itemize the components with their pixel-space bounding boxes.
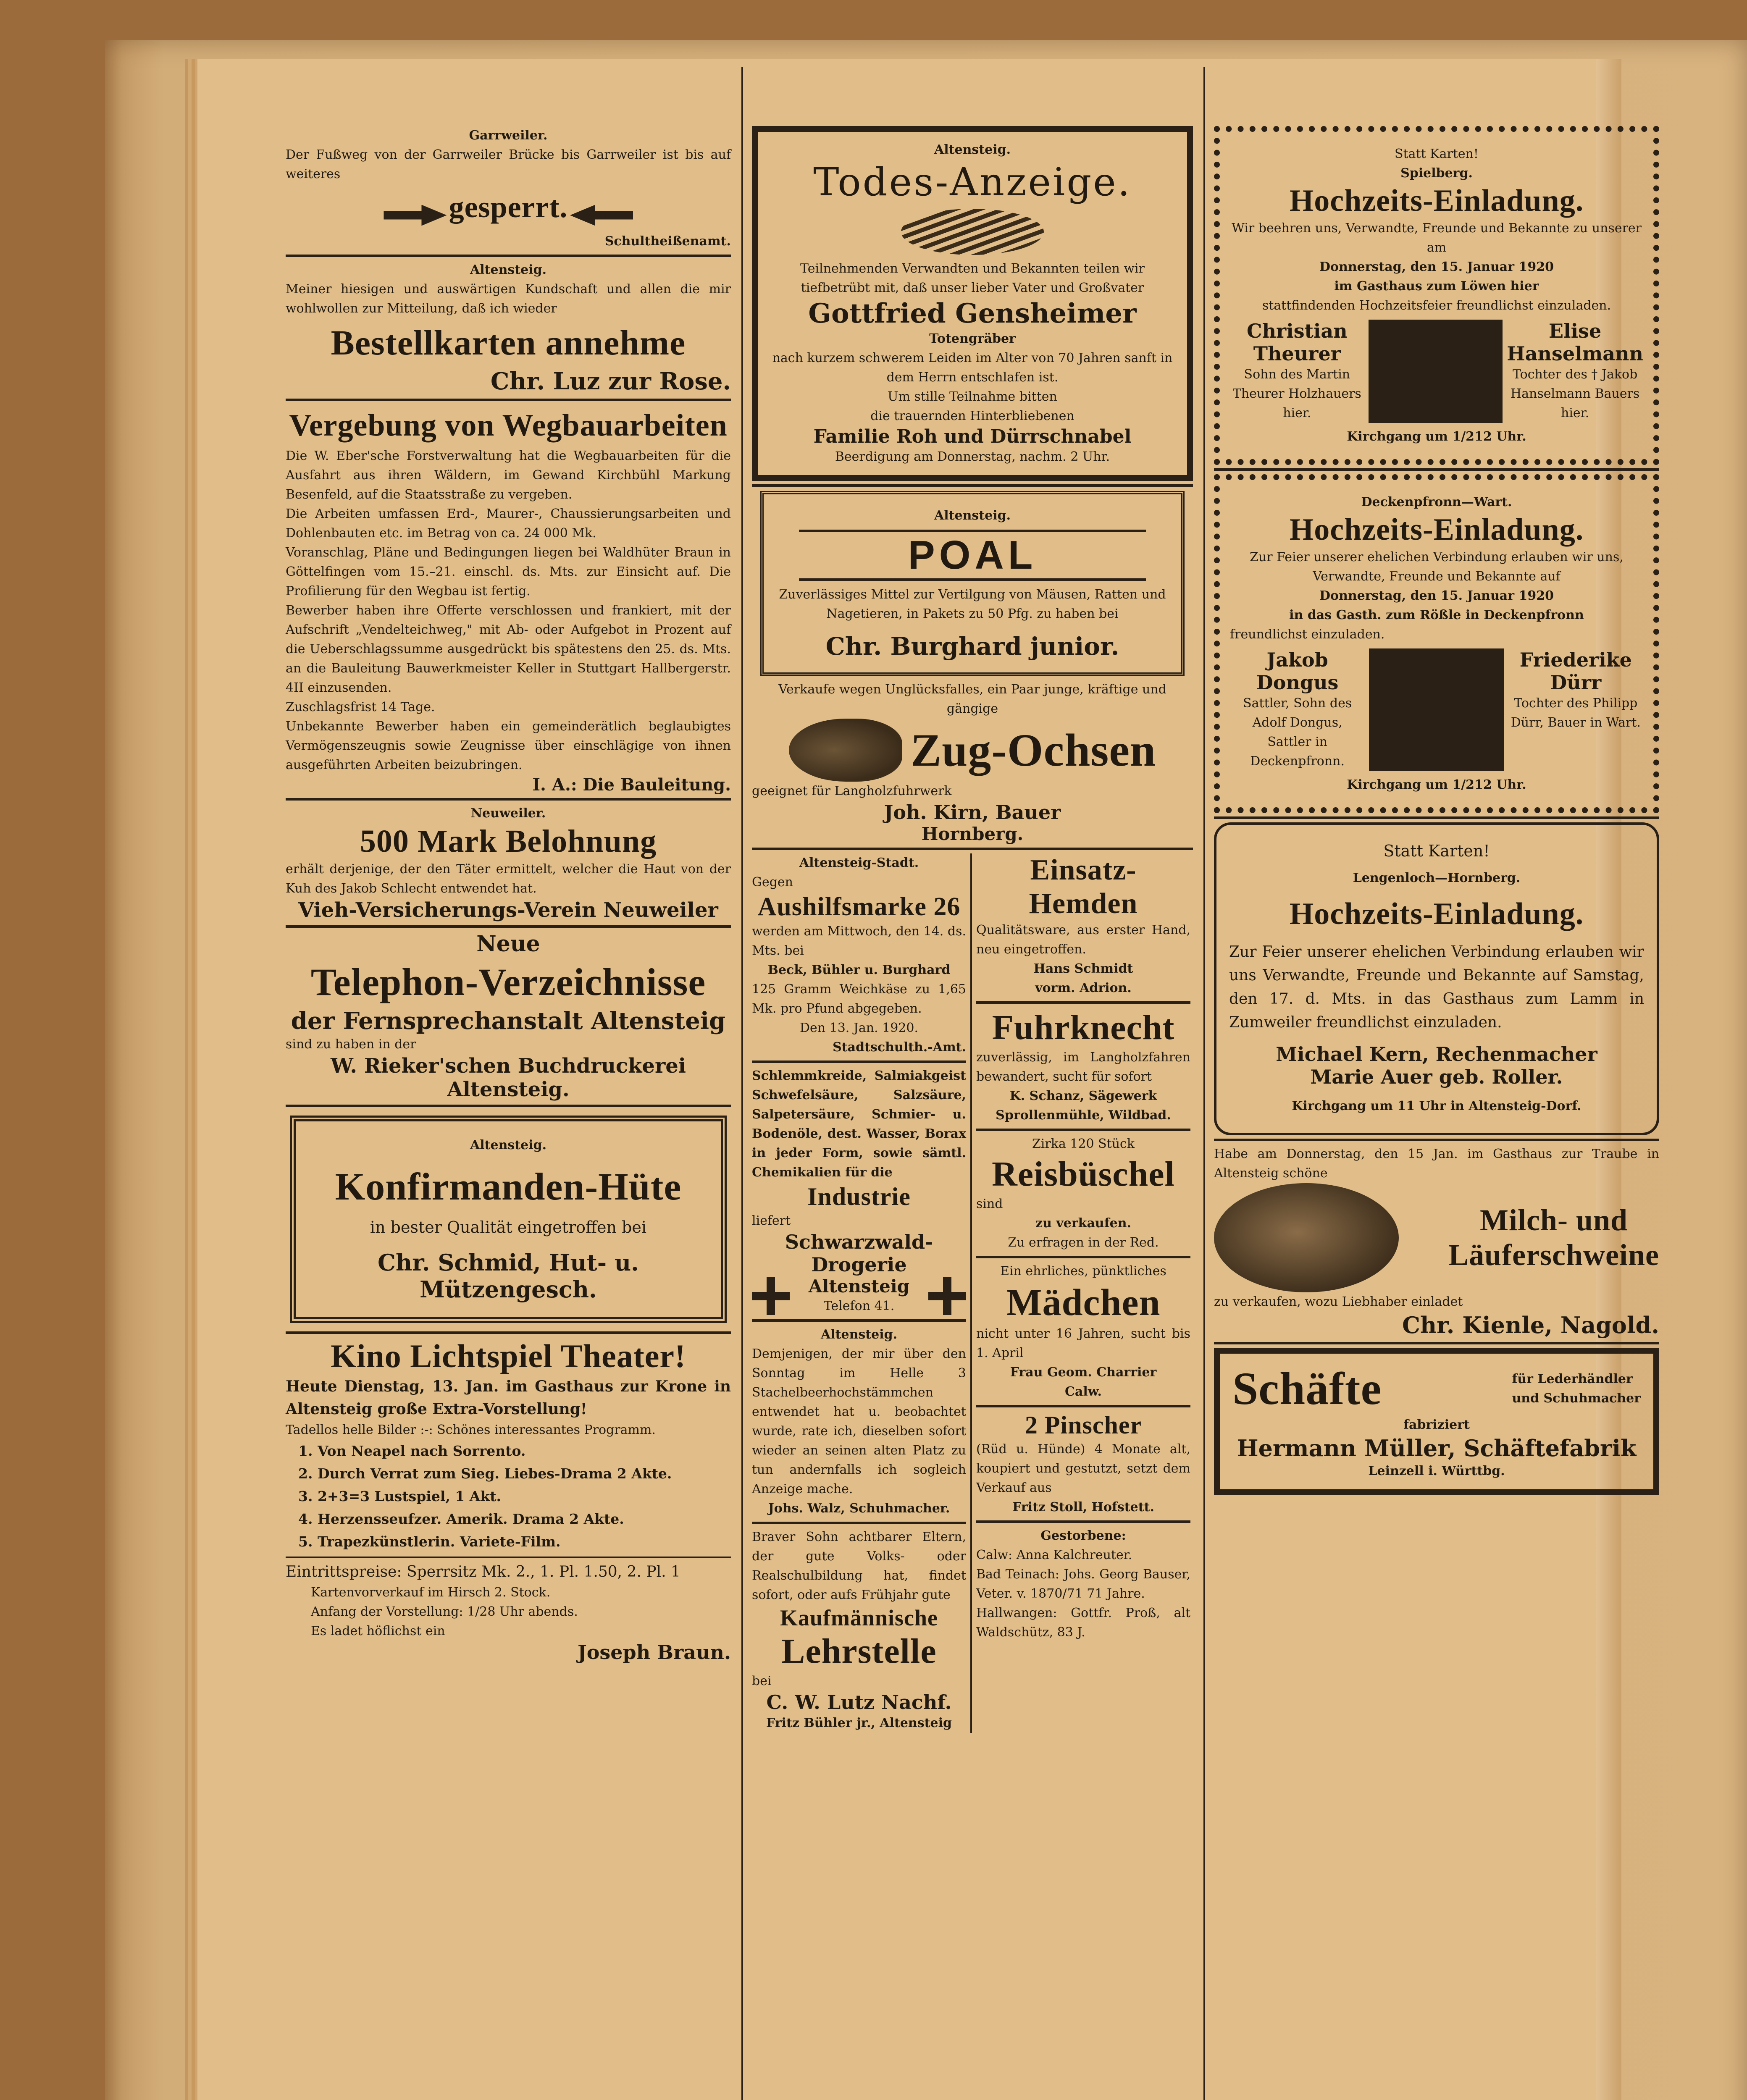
ad-signature: Leinzell i. Württbg. bbox=[1368, 1464, 1505, 1478]
red-cross-icon bbox=[928, 1277, 966, 1315]
ad-text: Wir beehren uns, Verwandte, Freunde und Bekannte zu unserer am bbox=[1231, 221, 1642, 255]
ad-signature: W. Rieker'schen Buchdruckerei Altensteig. bbox=[330, 1054, 686, 1101]
ad-fuhrknecht bbox=[976, 1007, 1190, 1125]
ad-text: Zur Feier unserer ehelichen Verbindung erlauben wir uns, Verwandte, Freunde und Bekannte auf bbox=[1250, 550, 1624, 584]
ad-headline: Hochzeits-Einladung. bbox=[1289, 512, 1584, 547]
ad-hochzeit-deckenpfronn bbox=[1214, 474, 1659, 813]
ad-text: Anfang der Vorstellung: 1/28 Uhr abends. bbox=[311, 1604, 578, 1619]
ad-place: Deckenpfronn—Wart. bbox=[1361, 495, 1512, 509]
pointing-hand-icon bbox=[384, 205, 447, 226]
ad-text: Kartenvorverkauf im Hirsch 2. Stock. bbox=[311, 1585, 551, 1600]
groom-name: Michael Kern, Rechenmacher bbox=[1276, 1043, 1597, 1066]
column-2 bbox=[752, 126, 1193, 1733]
ad-headline: Lehrstelle bbox=[781, 1632, 937, 1671]
ad-garrweiler bbox=[286, 126, 731, 251]
ad-headline: Hochzeits-Einladung. bbox=[1289, 184, 1584, 218]
ad-text: für Lederhändler bbox=[1512, 1371, 1633, 1386]
ad-text: Den 13. Jan. 1920. bbox=[799, 1021, 919, 1035]
ad-headline: Fuhrknecht bbox=[992, 1008, 1175, 1047]
ad-signature: Joh. Kirn, Bauer bbox=[884, 801, 1061, 824]
ad-headline: Schäfte bbox=[1232, 1363, 1382, 1414]
palm-branches-icon bbox=[901, 209, 1044, 255]
ad-reisbuschel bbox=[976, 1134, 1190, 1252]
ad-text: geeignet für Langholzfuhrwerk bbox=[752, 784, 952, 798]
ad-text: sind bbox=[976, 1197, 1003, 1211]
column-1 bbox=[286, 126, 731, 1664]
ad-signature: Calw. bbox=[1065, 1384, 1102, 1399]
ad-text: Tochter des Philipp Dürr, Bauer in Wart. bbox=[1511, 696, 1641, 730]
ad-kino bbox=[286, 1337, 731, 1664]
ad-headline: Mädchen bbox=[1006, 1282, 1161, 1323]
divider bbox=[286, 1105, 731, 1107]
ad-signature: Chr. Burghard junior. bbox=[825, 632, 1119, 661]
ad-text: freundlichst einzuladen. bbox=[1230, 627, 1385, 642]
ad-signature: Familie Roh und Dürrschnabel bbox=[813, 426, 1132, 447]
ad-signature: Chr. Luz zur Rose. bbox=[490, 367, 731, 395]
ad-place: Neuweiler. bbox=[470, 806, 546, 821]
program-item: 5. Trapezkünstlerin. Variete-Film. bbox=[298, 1533, 561, 1550]
subcolumn-right bbox=[976, 853, 1190, 1733]
ad-text: in das Gasth. zum Rößle in Deckenpfronn bbox=[1289, 608, 1584, 622]
ad-text: und Schuhmacher bbox=[1512, 1391, 1641, 1406]
ad-text: stattfindenden Hochzeitsfeier freundlichst einzuladen. bbox=[1262, 298, 1611, 313]
divider bbox=[976, 1001, 1190, 1004]
ad-headline: Vergebung von Wegbauarbeiten bbox=[289, 408, 728, 443]
ad-text: Kirchgang um 1/212 Uhr. bbox=[1347, 777, 1526, 792]
ad-text: Der Fußweg von der Garrweiler Brücke bis Garrweiler ist bis auf weiteres bbox=[286, 147, 731, 181]
ad-signature: Johs. Walz, Schuhmacher. bbox=[768, 1501, 950, 1516]
ad-place: Lengenloch—Hornberg. bbox=[1353, 871, 1521, 885]
ad-headline: Telephon-Verzeichnisse bbox=[310, 960, 706, 1003]
divider bbox=[1214, 816, 1659, 819]
ad-headline: Reisbüschel bbox=[992, 1155, 1175, 1194]
ad-headline: Konfirmanden-Hüte bbox=[335, 1165, 682, 1208]
ad-text: Donnerstag, den 15. Januar 1920 bbox=[1319, 588, 1554, 603]
ad-text: Heute Dienstag, 13. Jan. im Gasthaus zur Krone in Altensteig große Extra-Vorstellung! bbox=[286, 1377, 731, 1418]
ad-text: Zur Feier unserer ehelichen Verbindung erlauben wir uns Verwandte, Freunde und Bekannte auf Samstag, den 17. d. Mts. in das Gasthaus zum Lamm in Zumweiler freundlichst einzuladen. bbox=[1229, 943, 1644, 1031]
ad-text: werden am Mittwoch, den 14. ds. Mts. bei bbox=[752, 924, 967, 958]
pig-illustration bbox=[1214, 1183, 1399, 1292]
bride-name: Elise Hanselmann bbox=[1507, 320, 1643, 365]
ad-text: nicht unter 16 Jahren, sucht bis 1. April bbox=[976, 1326, 1190, 1360]
program-item: 2. Durch Verrat zum Sieg. Liebes-Drama 2 Akte. bbox=[298, 1465, 672, 1482]
divider bbox=[1214, 468, 1659, 471]
ad-signature: vorm. Adrion. bbox=[1035, 981, 1132, 995]
ad-text: Um stille Teilnahme bitten bbox=[888, 389, 1057, 404]
ad-text: sind zu haben in der bbox=[286, 1037, 416, 1052]
ad-text: (Rüd u. Hünde) 4 Monate alt, koupiert und gestutzt, setzt dem Verkauf aus bbox=[976, 1442, 1190, 1495]
program-item: 3. 2+3=3 Lustspiel, 1 Akt. bbox=[298, 1488, 501, 1504]
ad-signature: Hornberg. bbox=[921, 824, 1024, 844]
ad-place: Altensteig. bbox=[470, 262, 547, 277]
groom-name: Christian Theurer bbox=[1247, 320, 1348, 365]
ad-signature: K. Schanz, Sägewerk bbox=[1009, 1089, 1157, 1103]
divider bbox=[1369, 648, 1504, 771]
ad-zugochsen bbox=[752, 680, 1193, 844]
ad-place: Altensteig. bbox=[820, 1327, 898, 1342]
ad-signature: Altensteig bbox=[808, 1276, 910, 1297]
ad-signature: Stadtschulth.-Amt. bbox=[833, 1040, 966, 1055]
ad-text: Braver Sohn achtbarer Eltern, der gute Volks- oder Realschulbildung hat, findet sofort, oder aufs Frühjahr gute bbox=[752, 1530, 966, 1602]
ad-signature: Frau Geom. Charrier bbox=[1010, 1365, 1157, 1380]
ad-headline: Industrie bbox=[807, 1183, 911, 1210]
subcolumn-rule bbox=[970, 853, 972, 1733]
ad-text: fabriziert bbox=[1403, 1418, 1470, 1432]
ad-aushilfsmarke bbox=[752, 853, 966, 1057]
ad-hochzeit-spielberg bbox=[1214, 126, 1659, 465]
divider bbox=[1369, 320, 1503, 423]
ad-text: Tadellos helle Bilder :-: Schönes interessantes Programm. bbox=[286, 1422, 656, 1437]
ad-headline: Hemden bbox=[1029, 887, 1138, 920]
ad-text: Telefon 41. bbox=[823, 1299, 895, 1313]
ad-hochzeit-lengenloch bbox=[1214, 822, 1659, 1135]
ad-luz bbox=[286, 260, 731, 395]
ad-signature: Chr. Kienle, Nagold. bbox=[1402, 1312, 1659, 1339]
ad-text: Die W. Eber'sche Forstverwaltung hat die Wegbauarbeiten für die Ausfahrt aus ihren Wäldern, im Gewand Kirchbühl Markung Besenfeld, auf die Staatsstraße zu vergeben. bbox=[286, 448, 731, 502]
bride-name: Friederike Dürr bbox=[1519, 648, 1632, 694]
ad-text: zu verkaufen, wozu Liebhaber einladet bbox=[1214, 1294, 1463, 1309]
ad-text: Hallwangen: Gottfr. Proß, alt Waldschütz, 83 J. bbox=[976, 1606, 1190, 1640]
ad-text: Teilnehmenden Verwandten und Bekannten teilen wir tiefbetrübt mit, daß unser lieber Vater und Großvater bbox=[800, 261, 1145, 295]
divider bbox=[752, 1522, 966, 1524]
ad-headline: 500 Mark Belohnung bbox=[360, 823, 657, 859]
ad-text: Die Arbeiten umfassen Erd-, Maurer-, Chaussierungsarbeiten und Dohlenbauten etc. im Betrag von ca. 24 000 Mk. bbox=[286, 506, 731, 541]
ad-schweine bbox=[1214, 1144, 1659, 1339]
ad-signature: Hermann Müller, Schäftefabrik bbox=[1237, 1435, 1637, 1462]
column-rule bbox=[1203, 67, 1205, 2100]
ad-signature: Schwarzwald-Drogerie bbox=[785, 1231, 933, 1276]
ad-stachelbeer bbox=[752, 1325, 966, 1518]
ad-text: zu verkaufen. bbox=[1035, 1216, 1131, 1231]
ad-text: Bad Teinach: Johs. Georg Bauser, Veter. v. 1870/71 71 Jahre. bbox=[976, 1567, 1190, 1601]
ad-text: nach kurzem schwerem Leiden im Alter von 70 Jahren sanft in dem Herrn entschlafen ist. bbox=[772, 351, 1173, 385]
ad-text: Zuverlässiges Mittel zur Vertilgung von Mäusen, Ratten und Nagetieren, in Pakets zu 50 Pfg. zu haben bei bbox=[779, 587, 1166, 621]
ad-text: Statt Karten! bbox=[1395, 147, 1479, 161]
divider bbox=[286, 1557, 731, 1558]
divider bbox=[286, 399, 731, 401]
groom-name: Jakob Dongus bbox=[1256, 648, 1339, 694]
column-3 bbox=[1214, 126, 1659, 1495]
ad-headline: Todes-Anzeige. bbox=[813, 160, 1132, 205]
divider bbox=[752, 1060, 966, 1063]
program-item: 1. Von Neapel nach Sorrento. bbox=[298, 1442, 526, 1459]
ad-text: 125 Gramm Weichkäse zu 1,65 Mk. pro Pfund abgegeben. bbox=[752, 982, 966, 1016]
ad-text: Sohn des Martin Theurer Holzhauers hier. bbox=[1232, 367, 1361, 420]
ad-text: Bewerber haben ihre Offerte verschlossen und frankiert, mit der Aufschrift „Vendelteichweg," mit Ab- oder Aufgebot in Prozent auf die Ueberschlagssumme ausgedrückt bis spätestens den 25. ds. Mts. an die Bauleitung Bauwerkmeister Keller in Stuttgart Hallbergerstr. 4II einzusenden. bbox=[286, 603, 731, 695]
ad-place: Spielberg. bbox=[1400, 166, 1473, 181]
ad-text: Meiner hiesigen und auswärtigen Kundschaft und allen die mir wohlwollen zur Mitteilung, daß ich wieder bbox=[286, 281, 731, 316]
ad-gestorbene bbox=[976, 1526, 1190, 1642]
ad-signature: C. W. Lutz Nachf. bbox=[766, 1691, 952, 1714]
ad-text: Beerdigung am Donnerstag, nachm. 2 Uhr. bbox=[835, 449, 1110, 464]
ad-text: Demjenigen, der mir über den Sonntag im Helle 3 Stachelbeerhochstämmchen entwendet hat u. beobachtet wurde, rate ich, dieselben sofort wieder an seinen alten Platz zu tun andernfalls ich sogleich Anzeige mache. bbox=[752, 1347, 966, 1496]
ad-headline: Läuferschweine bbox=[1448, 1238, 1659, 1272]
program-item: 4. Herzensseufzer. Amerik. Drama 2 Akte. bbox=[298, 1510, 624, 1527]
ad-poal bbox=[760, 491, 1185, 676]
ad-text: Neue bbox=[476, 931, 540, 957]
ad-text: Kirchgang um 11 Uhr in Altensteig-Dorf. bbox=[1292, 1099, 1581, 1113]
ad-headline: Zug-Ochsen bbox=[910, 724, 1156, 776]
divider bbox=[752, 848, 1193, 850]
divider bbox=[976, 1256, 1190, 1258]
ad-text: zuverlässig, im Langholzfahren bewandert, sucht für sofort bbox=[976, 1050, 1190, 1084]
ad-text: Sattler, Sohn des Adolf Dongus, Sattler in Deckenpfronn. bbox=[1243, 696, 1352, 769]
ad-text: Zuschlagsfrist 14 Tage. bbox=[286, 699, 435, 714]
ad-einsatzhemden bbox=[976, 853, 1190, 998]
ad-text: Habe am Donnerstag, den 15 Jan. im Gasthaus zur Traube in Altensteig schöne bbox=[1214, 1147, 1659, 1181]
ad-drogerie bbox=[752, 1066, 966, 1316]
ad-text: Zu erfragen in der Red. bbox=[1008, 1235, 1159, 1250]
ad-signature: Vieh-Versicherungs-Verein Neuweiler bbox=[298, 898, 718, 922]
ad-headline: Einsatz- bbox=[1030, 854, 1137, 886]
divider bbox=[286, 798, 731, 801]
ad-signature: Hans Schmidt bbox=[1033, 961, 1133, 976]
divider bbox=[286, 255, 731, 257]
subcolumns bbox=[752, 853, 1193, 1733]
ad-telephon bbox=[286, 931, 731, 1101]
ad-text: bei bbox=[752, 1674, 772, 1688]
ox-illustration bbox=[789, 719, 902, 782]
ad-text: Es ladet höflichst ein bbox=[311, 1623, 445, 1638]
ad-konfirmanden bbox=[290, 1116, 727, 1323]
divider bbox=[976, 1520, 1190, 1523]
ad-headline: Milch- und bbox=[1479, 1203, 1628, 1237]
ad-place: Altensteig. bbox=[934, 142, 1011, 157]
divider bbox=[286, 1331, 731, 1334]
red-cross-icon bbox=[752, 1277, 790, 1315]
ad-signature: Schultheißenamt. bbox=[604, 234, 731, 249]
ad-text: im Gasthaus zum Löwen hier bbox=[1334, 279, 1539, 294]
ad-pinscher bbox=[976, 1411, 1190, 1517]
ad-text: Donnerstag, den 15. Januar 1920 bbox=[1319, 260, 1554, 274]
ad-signature: I. A.: Die Bauleitung. bbox=[532, 774, 731, 795]
ad-neuweiler bbox=[286, 804, 731, 922]
ad-headline: Kino Lichtspiel Theater! bbox=[331, 1337, 686, 1374]
ad-text: die trauernden Hinterbliebenen bbox=[870, 409, 1074, 423]
ad-text: Beck, Bühler u. Burghard bbox=[767, 963, 951, 977]
ad-place: Garrweiler. bbox=[469, 128, 548, 143]
ad-headline: 2 Pinscher bbox=[1025, 1411, 1142, 1439]
ad-text: Calw: Anna Kalchreuter. bbox=[976, 1548, 1132, 1562]
divider bbox=[976, 1129, 1190, 1131]
ad-text: der Fernsprechanstalt Altensteig bbox=[291, 1007, 726, 1035]
ad-place: Altensteig. bbox=[470, 1137, 547, 1152]
ad-place: Altensteig. bbox=[934, 508, 1011, 523]
ad-todesanzeige bbox=[752, 126, 1193, 481]
ad-text: Gegen bbox=[752, 875, 793, 890]
ad-headline: Bestellkarten annehme bbox=[331, 323, 686, 362]
ad-text: Ein ehrliches, pünktliches bbox=[1000, 1264, 1166, 1278]
subcolumn-left bbox=[752, 853, 966, 1733]
ad-text: Eintrittspreise: Sperrsitz Mk. 2., 1. Pl. 1.50, 2. Pl. 1 bbox=[286, 1563, 680, 1580]
ad-text: Voranschlag, Pläne und Bedingungen liegen bei Waldhüter Braun in Göttelfingen vom 15.–21. einschl. ds. Mts. zur Einsicht auf. Die Profilierung für den Wegbau ist fertig. bbox=[286, 545, 731, 598]
column-rule bbox=[741, 67, 743, 2100]
ad-headline: Hochzeits-Einladung. bbox=[1289, 897, 1584, 931]
ad-headline: Gestorbene: bbox=[1040, 1528, 1126, 1543]
ad-text: Totengräber bbox=[929, 331, 1016, 346]
ad-signature: Sprollenmühle, Wildbad. bbox=[996, 1108, 1171, 1123]
ad-madchen bbox=[976, 1262, 1190, 1402]
ad-signature: Fritz Stoll, Hofstett. bbox=[1012, 1500, 1154, 1515]
ad-text: Tochter des † Jakob Hanselmann Bauers hier. bbox=[1510, 367, 1640, 420]
ad-signature: Fritz Bühler jr., Altensteig bbox=[766, 1716, 952, 1730]
divider bbox=[1214, 1139, 1659, 1141]
ad-signature: Chr. Schmid, Hut- u. Mützengesch. bbox=[378, 1249, 639, 1303]
ad-text: Verkaufe wegen Unglücksfalles, ein Paar junge, kräftige und gängige bbox=[778, 682, 1166, 716]
ad-text: Qualitätsware, aus erster Hand, neu eingetroffen. bbox=[976, 923, 1190, 957]
deceased-name: Gottfried Gensheimer bbox=[808, 298, 1137, 329]
ad-place: Altensteig-Stadt. bbox=[799, 856, 919, 870]
ad-headline: Aushilfsmarke 26 bbox=[757, 892, 961, 921]
ad-text: Statt Karten! bbox=[1383, 842, 1490, 860]
ad-wegbau bbox=[286, 404, 731, 795]
divider bbox=[286, 925, 731, 928]
divider bbox=[752, 484, 1193, 487]
ad-text: erhält derjenige, der den Täter ermittelt, welcher die Haut von der Kuh des Jakob Schlecht entwendet hat. bbox=[286, 861, 731, 896]
pointing-hand-icon bbox=[570, 205, 633, 226]
bride-name: Marie Auer geb. Roller. bbox=[1310, 1066, 1563, 1088]
ad-headline: POAL bbox=[799, 530, 1146, 581]
divider bbox=[976, 1405, 1190, 1407]
ad-headline: gesperrt. bbox=[449, 190, 568, 224]
ad-schaefte bbox=[1214, 1348, 1659, 1495]
ad-text: Unbekannte Bewerber haben ein gemeinderätlich beglaubigtes Vermögenszeugnis sowie Zeugnisse über einschlägige von ihnen ausgeführten Arbeiten beizubringen. bbox=[286, 719, 731, 772]
ad-lehrstelle bbox=[752, 1528, 966, 1733]
ad-headline: Kaufmännische bbox=[780, 1605, 938, 1630]
ad-text: in bester Qualität eingetroffen bei bbox=[370, 1218, 647, 1236]
ad-text: Schlemmkreide, Salmiakgeist Schwefelsäure, Salzsäure, Salpetersäure, Schmier- u. Bodenöle, dest. Wasser, Borax in jeder Form, sowie sämtl. Chemikalien für die bbox=[752, 1068, 966, 1180]
divider bbox=[1214, 1342, 1659, 1344]
divider bbox=[752, 1319, 966, 1322]
ad-text: liefert bbox=[752, 1213, 791, 1228]
ad-signature: Joseph Braun. bbox=[577, 1641, 731, 1664]
ad-text: Kirchgang um 1/212 Uhr. bbox=[1347, 429, 1526, 444]
ad-text: Zirka 120 Stück bbox=[1032, 1137, 1135, 1151]
